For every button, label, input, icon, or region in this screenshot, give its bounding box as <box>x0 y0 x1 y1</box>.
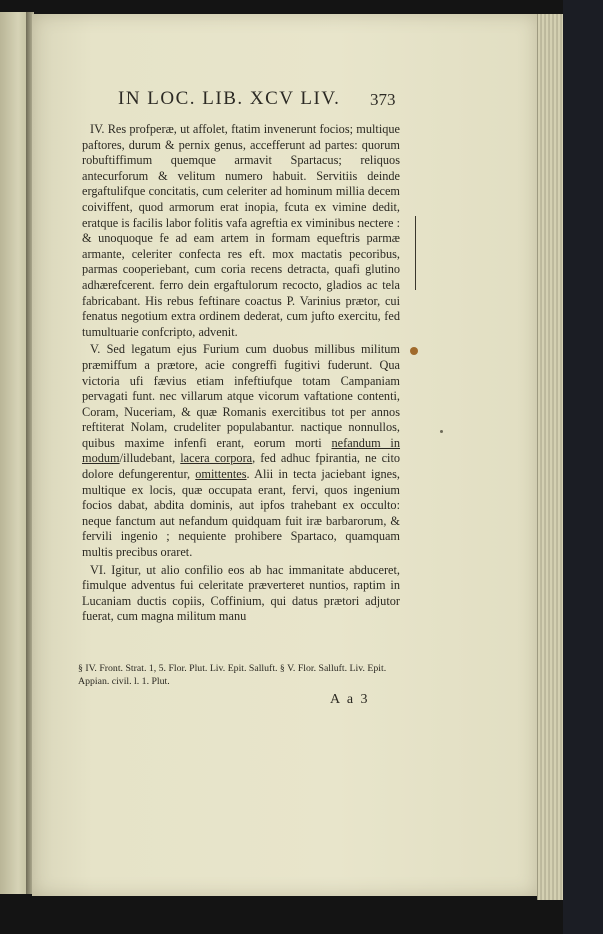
paragraph-v-text: /illudebant, <box>119 451 181 466</box>
running-head: IN LOC. LIB. XCV LIV. <box>118 88 341 109</box>
underlined-phrase: nefandum in modum <box>82 435 401 466</box>
paragraph-v-text: . Alii in tecta jaciebant ignes, multique ex locis, quæ occupata erant, fervi, quos ingenium focios dabat, abdita dominis, aut ipfos trahebant ex occulto: neque fanctum aut nefandum quidquam fuit iræ barbarorum, & fervili ingenio ; nequiente prohibere Spartaco, quamquam multis precibus oraret. <box>82 467 400 560</box>
facing-page-edge <box>0 12 27 894</box>
main-text <box>82 122 400 627</box>
underlined-phrase: lacera corpora <box>180 451 253 466</box>
page-stack-edge <box>537 14 564 900</box>
underlined-phrase: omittentes <box>195 467 247 482</box>
ink-speck <box>440 430 443 433</box>
signature-mark: A a 3 <box>330 692 370 707</box>
ink-stain <box>410 347 418 355</box>
book-cover <box>563 0 603 934</box>
page-number: 373 <box>370 90 396 109</box>
margin-bracket-mark <box>412 216 416 290</box>
paragraph-v-text: , fed adhuc fpirantia, ne cito dolore defungerentur, <box>82 451 401 482</box>
paragraph-v-text: V. Sed legatum ejus Furium cum duobus millibus militum præmiffum a prætore, acie congreffi fugitivi fuderunt. Qua victoria ufi fævius etiam infeftiufque totam Campaniam pervagati funt. nec villarum atque vicorum vaftatione contenti, Coram, Nuceriam, & quæ Romanis exercitibus tot per annos reftiterat Nolam, crudeliter populabantur. nactique nonnullos, quibus maxime infenfi erant, eorum morti <box>82 342 400 450</box>
paragraph-iv: IV. Res profperæ, ut affolet, ftatim invenerunt focios; multique paftores, durum & pernix genus, accefferunt ad partes: quorum robuftiffimum quemque armavit Spartacus; reliquos antecurforum & velitum numero habuit. Servitiis deinde ergaftulifque concitatis, cum celeriter ad hominum millia decem coiviffent, quod armorum erat inopia, fcuta ex vimine dedit, eratque is facilis labor folitis vafa agreftia ex viminibus nectere : & unoquoque fe ad eam artem in formam equeftris parmæ armante, celeriter confecta res eft. mox mactatis pecoribus, parmas cooperiebant, cum coria recens detracta, quafi glutino adhærefcerent. ferro dein ergaftulorum recocto, gladios ac tela fabricabant. His rebus feftinare coactus P. Varinius prætor, cui fenatus negotium extra ordinem dederat, cum jufto exercitu, fed tumultuarie confcripto, advenit. <box>82 122 400 339</box>
footnote: § IV. Front. Strat. 1, 5. Flor. Plut. Liv. Epit. Salluft. § V. Flor. Salluft. Liv. Epit. Appian. civil. l. 1. Plut. <box>78 663 387 687</box>
paragraph-vi: VI. Igitur, ut alio confilio eos ab hac immanitate abduceret, fimulque adventus fui celeritate præverteret nuntios, raptim in Lucaniam ductis copiis, Coffinium, qui datus prætori adjutor fuerat, cum magna militum manu <box>82 562 400 624</box>
paragraph-v <box>82 342 400 560</box>
